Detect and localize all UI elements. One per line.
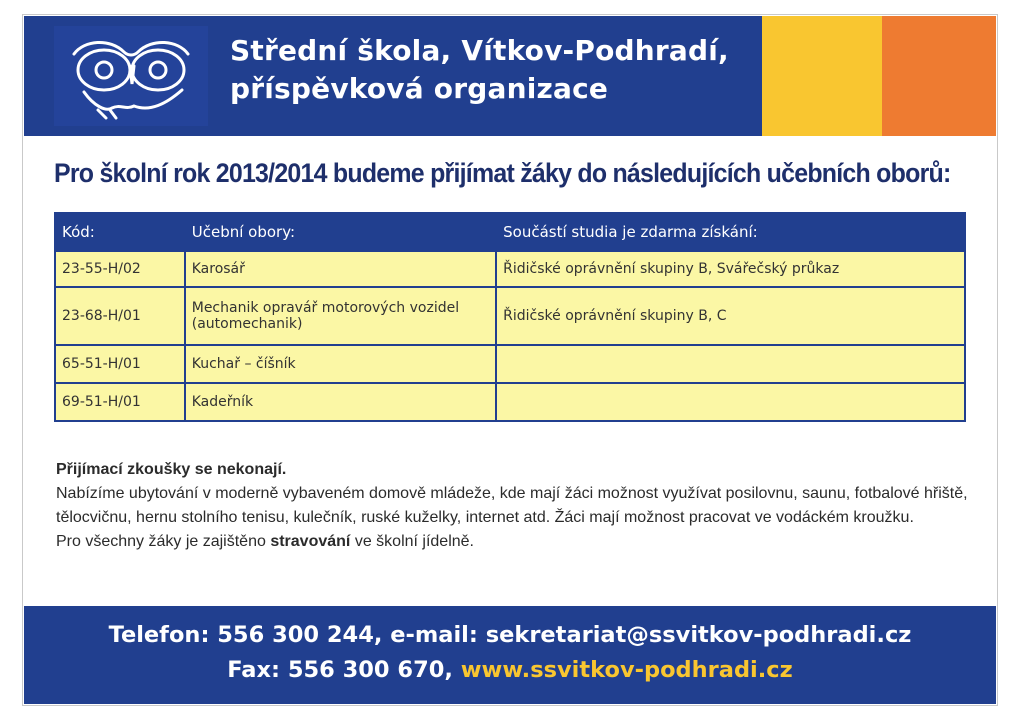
fields-table <box>54 212 966 422</box>
meals-suffix: ve školní jídelně. <box>350 533 474 550</box>
meals-text <box>56 530 976 554</box>
cell-field: Kuchař – číšník <box>185 345 496 383</box>
header-benefit: Součástí studia je zdarma získání: <box>496 213 965 251</box>
cell-code: 23-68-H/01 <box>55 287 185 345</box>
cell-benefit: Řidičské oprávnění skupiny B, Svářečský průkaz <box>496 251 965 287</box>
cell-code: 69-51-H/01 <box>55 383 185 421</box>
orange-stripe <box>882 16 996 136</box>
table-row <box>55 383 965 421</box>
cell-field: Kadeřník <box>185 383 496 421</box>
cell-benefit: Řidičské oprávnění skupiny B, C <box>496 287 965 345</box>
header-field: Učební obory: <box>185 213 496 251</box>
meals-bold: stravování <box>270 533 351 550</box>
table-row <box>55 287 965 345</box>
school-logo <box>54 26 208 126</box>
meals-prefix: Pro všechny žáky je zajištěno <box>56 533 271 550</box>
school-name-line2: příspěvková organizace <box>230 72 609 105</box>
cell-field: Mechanik opravář motorových vozidel (automechanik) <box>185 287 496 345</box>
table-header-row <box>55 213 965 251</box>
owl-logo-icon <box>54 26 208 126</box>
fax-text: Fax: 556 300 670, <box>227 657 461 683</box>
footer-banner <box>24 606 996 704</box>
table-row <box>55 345 965 383</box>
website-link[interactable]: www.ssvitkov-podhradi.cz <box>460 657 793 683</box>
fax-line <box>24 657 996 683</box>
cell-benefit <box>496 345 965 383</box>
table-row <box>55 251 965 287</box>
school-name <box>230 32 770 108</box>
page-title: Pro školní rok 2013/2014 budeme přijímat žáky do následujících učebních oborů: <box>54 158 951 188</box>
contact-line: Telefon: 556 300 244, e-mail: sekretariat@ssvitkov-podhradi.cz <box>108 622 912 648</box>
cell-benefit <box>496 383 965 421</box>
school-name-line1: Střední škola, Vítkov-Podhradí, <box>230 34 729 67</box>
header-banner <box>24 16 996 136</box>
cell-code: 65-51-H/01 <box>55 345 185 383</box>
exams-note: Přijímací zkoušky se nekonají. <box>56 461 287 478</box>
info-section <box>56 458 976 554</box>
cell-code: 23-55-H/02 <box>55 251 185 287</box>
header-code: Kód: <box>55 213 185 251</box>
accommodation-text: Nabízíme ubytování v moderně vybaveném domově mládeže, kde mají žáci možnost využívat posilovnu, saunu, fotbalové hřiště, tělocvičnu, hernu stolního tenisu, kulečník, ruské kuželky, internet atd. Žáci mají možnost pracovat ve vodáckém kroužku. <box>56 485 968 526</box>
yellow-stripe <box>762 16 882 136</box>
cell-field: Karosář <box>185 251 496 287</box>
